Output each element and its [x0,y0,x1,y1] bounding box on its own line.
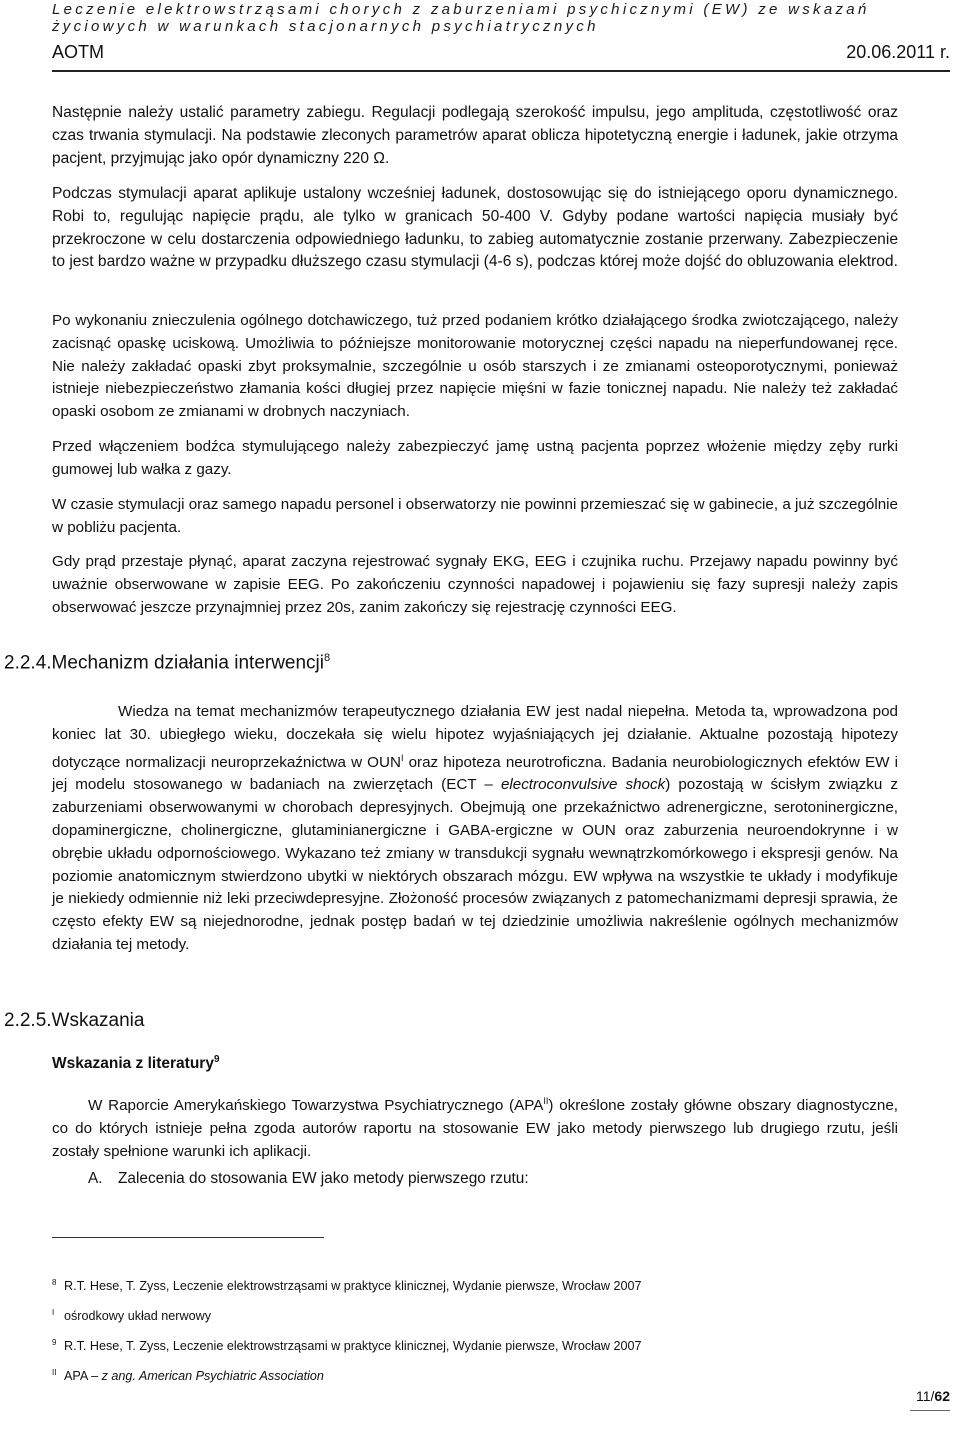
section-title: Wskazania [51,1010,145,1031]
paragraph-stimulation-part-3: Gdyby podane wartości napięcia musiały być przekroczone w celu dostarczenia odpowiedniego ładunku, to zabieg automatycznie zostanie przerwany. Zabezpieczenie to jest bardzo ważne w przypadku dłuższego czasu stymulacji (4-6 s), podczas której może dojść do obluzowania elektrod. [52,207,899,271]
section-heading-indications [4,1010,144,1032]
footnote-ref-II: II [543,1096,549,1106]
footnote-ref-I: I [400,752,404,763]
page-total: 62 [934,1388,950,1404]
page-number-rule [910,1410,950,1411]
section-title: Mechanizm działania interwencji [51,652,325,674]
paragraph-stimulation-part-1: Podczas stymulacji aparat aplikuje ustalony wcześniej ładunek, dostosowując się do istniejącego oporu dynamicznego. [52,185,898,202]
section-number: 2.2.5. [4,1010,52,1031]
footnote-rule [52,1237,324,1238]
footnote-8 [52,1278,642,1293]
footnote-text-italic: z ang. American Psychiatric Association [101,1369,324,1384]
header-title-line-2: życiowych w warunkach stacjonarnych psychiatrycznych [52,18,599,35]
paragraph-mouth-protection: Przed włączeniem bodźca stymulującego należy zabezpieczyć jamę ustną pacjenta poprzez włożenie między zęby rurki gumowej lub wałka z gazy. [52,438,898,478]
footnote-text: R.T. Hese, T. Zyss, Leczenie elektrowstrząsami w praktyce klinicznej, Wydanie pierwsze, Wrocław 2007 [64,1339,642,1354]
paragraph-staff: W czasie stymulacji oraz samego napadu personel i obserwatorzy nie powinni przemieszać się w gabinecie, a już szczególnie w pobliżu pacjenta. [52,496,898,536]
paragraph-parameters: Następnie należy ustalić parametry zabiegu. Regulacji podlegają szerokość impulsu, jego amplituda, częstotliwość oraz czas trwania stymulacji. Na podstawie zleconych parametrów aparat oblicza hipotetyczną energie i ładunek, jakie otrzyma pacjent, przyjmując jako opór dynamiczny 220 Ω. [52,104,898,167]
footnote-text: R.T. Hese, T. Zyss, Leczenie elektrowstrząsami w praktyce klinicznej, Wydanie pierwsze, Wrocław 2007 [64,1279,642,1294]
subheading-text: Wskazania z literatury [52,1055,214,1073]
footnote-text: ośrodkowy układ nerwowy [64,1309,211,1324]
footnote-mark: I [52,1308,55,1317]
header-title-line-1: Leczenie elektrowstrząsami chorych z zaburzeniami psychicznymi (EW) ze wskazań [52,1,870,18]
apa-text-part-2: ) określone zostały główne obszary diagnostyczne, co do których istnieje pełna zgoda autorów raportu na stosowanie EW jako metody pierwszego lub drugiego rzutu, jeśli zostały spełnione warunki ich aplikacji. [52,1097,898,1160]
list-item-a [88,1170,529,1188]
paragraph-stimulation [52,183,898,274]
paragraph-mechanism [52,701,898,957]
paragraph-eeg: Gdy prąd przestaje płynąć, aparat zaczyna rejestrować sygnały EKG, EEG i czujnika ruchu. Przejawy napadu powinny być uważnie obserwowane w zapisie EEG. Po zakończeniu czynności napadowej i pojawieniu się fazy supresji należy zapis obserwować jeszcze przynajmniej przez 20s, zanim zakończy się rejestrację czynności EEG. [52,553,898,616]
header-date: 20.06.2011 r. [846,42,950,62]
list-letter: A. [88,1170,103,1187]
section-ref: 8 [324,652,331,664]
page-current: 11 [915,1388,931,1404]
mechanism-text-part-2: oraz hipoteza neurotroficzna. Badania neurobiologicznych efektów EW i jej modelu stosowanego w badaniach na zwierzętach (ECT – [52,753,898,794]
header-org: AOTM [52,42,104,62]
subheading-literature [52,1054,220,1073]
list-text: Zalecenia do stosowania EW jako metody pierwszego rzutu: [118,1170,529,1187]
section-heading-mechanism [4,652,330,674]
footnote-mark: 8 [52,1278,57,1287]
footnote-II [52,1368,324,1383]
footnote-I [52,1308,211,1323]
header-row [52,42,950,66]
paragraph-apa-report [52,1090,898,1163]
mechanism-text-italic: electroconvulsive shock [500,776,666,794]
mechanism-text-part-1: Wiedza na temat mechanizmów terapeutycznego działania EW jest nadal niepełna. Metoda ta, wprowadzona pod koniec lat 30. ubiegłego wieku, doczekała się wielu hipotez wyjaśniających jej działanie. Aktualne pozostają hipotezy dotyczące normalizacji neuroprzekaźnictwa w OUN [52,703,898,771]
mechanism-text-part-3: ) pozostają w ścisłym związku z zaburzeniami obserwowanymi w chorobach depresyjnych. Obejmują one przekaźnictwo adrenergiczne, serotoninergiczne, dopaminergiczne, cholinergiczne, glutaminianergiczne i GABA-ergiczne w OUN oraz zaburzenia neuroendokrynne i w obrębie układu odpornościowego. Wykazano też zmiany w transdukcji sygnału wewnątrzkomórkowego i ekspresji genów. Na poziomie anatomicznym stwierdzono ubytki w niektórych obszarach mózgu. EW wpływa na wszystkie te układy i modyfikuje je niekiedy odmiennie niż leki przeciwdepresyjne. Złożoność procesów związanych z patomechanizmami depresji sprawia, że często efekty EW są niejednorodne, jednak postęp badań w tej dziedzinie umożliwia nakreślenie ogólnych mechanizmów działania tej metody. [52,776,898,954]
page-number [916,1388,950,1404]
footnote-mark: II [52,1368,57,1377]
footnote-text-prefix: APA – [64,1369,102,1384]
paragraph-anesthesia: Po wykonaniu znieczulenia ogólnego dotchawiczego, tuż przed podaniem krótko działającego środka zwiotczającego, należy zacisnąć opaskę uciskową. Umożliwia to późniejsze monitorowanie motorycznej części napadu na nieperfundowanej ręce. Nie należy zakładać opaski zbyt proksymalnie, szczególnie u osób starszych i ze zmianami osteoporotycznymi, ponieważ istnieje niebezpieczeństwo złamania kości długiej przez napięcie mięśni w fazie tonicznej napadu. Nie należy też zakładać opaski osobom ze zmianami w drobnych naczyniach. [52,312,898,421]
header-rule [52,70,950,72]
subheading-ref: 9 [213,1054,220,1065]
section-number: 2.2.4. [4,652,52,674]
footnote-9 [52,1338,642,1353]
footnote-mark: 9 [52,1338,57,1347]
apa-text-part-1: W Raporcie Amerykańskiego Towarzystwa Psychiatrycznego (APA [88,1097,544,1115]
paragraph-stimulation-part-2: Robi to, regulując napięcie prądu, ale tylko w granicach 50-400 V. [52,207,554,225]
page-separator: / [930,1388,935,1404]
